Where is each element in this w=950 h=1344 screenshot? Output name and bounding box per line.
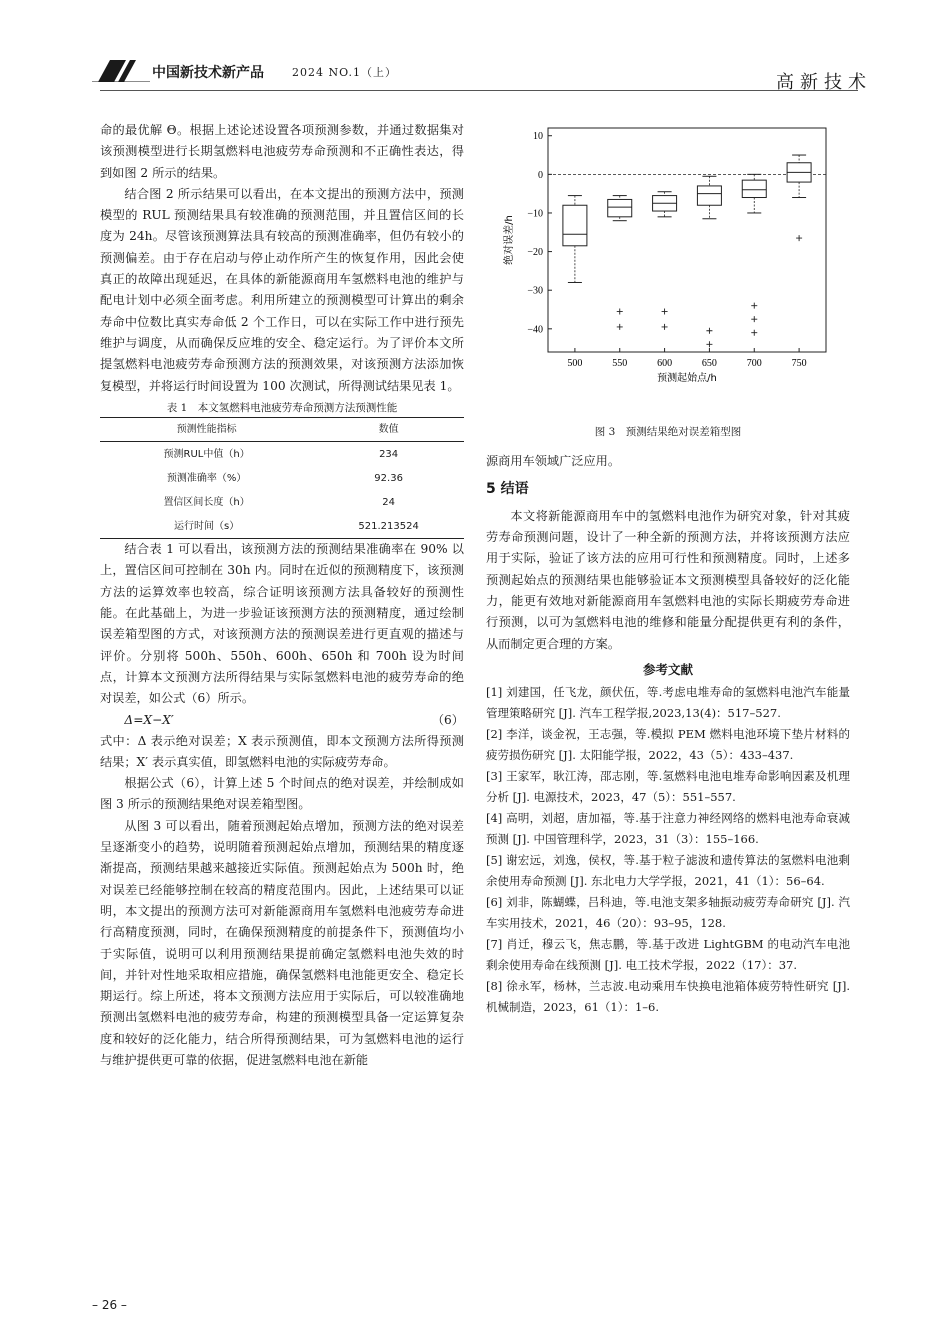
paragraph: 结合图 2 所示结果可以看出，在本文提出的预测方法中，预测模型的 RUL 预测结果具有较准确的预测范围，并且置信区间的长度为 24h。尽管该预测算法具有较高的预测准确率，但仍有较小的预测偏差。由于存在启动与停止动作所产生的恢复作用，因此会使真正的故障出现延迟，在具体的新能源商用车氢燃料电池的维护与配电计划中必须全面考虑。利用所建立的预测模型可计算出的剩余寿命中位数比真实寿命低 2 个工作日，可以在实际工作中进行预先维护与调度，从而确保反应堆的安全、稳定运行。为了评价本文所提氢燃料电池疲劳寿命预测方法的预测效果，对该预测方法添加恢复模型，并将运行时间设置为 100 次测试，所得测试结果见表 1。	[100, 186, 464, 393]
outlier-marker	[617, 308, 623, 314]
reference-item: [8] 徐永军，杨林，兰志波.电动乘用车快换电池箱体疲劳特性研究 [J]. 机械制造，2023，61（1）：1–6.	[486, 979, 850, 1015]
reference-item: [6] 刘非，陈蝴蝶，吕科迪，等.电池支架多轴振动疲劳寿命研究 [J]. 汽车实用技术，2021，46（20）：93–95，128.	[486, 895, 850, 931]
table-cell: 234	[379, 448, 399, 460]
formula-expression: Δ=X−X′	[124, 712, 174, 727]
outlier-marker	[662, 324, 668, 330]
y-tick-label: 0	[538, 169, 543, 181]
table-row	[100, 514, 464, 539]
outlier-marker	[751, 330, 757, 336]
formula-number: （6）	[431, 712, 464, 727]
paragraph: 从图 3 可以看出，随着预测起始点增加，预测方法的绝对误差呈逐渐变小的趋势，说明随着预测起始点增加，预测结果的精度逐渐提高，预测结果越来越接近实际值。预测起始点为 500h 时，绝对误差已经能够控制在较高的精度范围内。因此，上述结果可以证明，本文提出的预测方法可对新能源商用车氢燃料电池疲劳寿命进行高精度预测，同时，在确保预测精度的前提条件下，预测值均小于实际值，说明可以利用预测结果提前确定氢燃料电池失效的时间，并针对性地采取相应措施，确保氢燃料电池能更安全、稳定长期运行。综上所述，将本文预测方法应用于实际后，可以较准确地预测出氢燃料电池的疲劳寿命，构建的预测模型具备一定运算复杂度和较好的泛化能力，结合所得预测结果，可为氢燃料电池的运行与维护提供更可靠的依据，促进氢燃料电池在新能	[100, 818, 464, 1067]
page-number: – 26 –	[92, 1298, 127, 1312]
page-header	[92, 58, 872, 98]
table-header-cell: 数值	[313, 417, 464, 441]
table-cell: 521.213524	[313, 514, 464, 539]
issue-number: 2024 NO.1（上）	[292, 66, 397, 79]
outlier-marker	[617, 324, 623, 330]
table-cell: 运行时间（s）	[100, 514, 313, 539]
y-axis-label: 绝对误差/h	[504, 215, 515, 265]
outlier-marker	[706, 328, 712, 334]
right-column	[486, 120, 850, 1018]
y-tick-label: −40	[527, 324, 543, 336]
x-tick-label: 650	[701, 358, 717, 369]
outlier-marker	[662, 308, 668, 314]
figure-caption: 图 3 预测结果绝对误差箱型图	[594, 426, 742, 438]
table-cell: 置信区间长度（h）	[163, 496, 250, 508]
reference-item: [5] 谢宏远，刘逸，侯权，等.基于粒子滤波和遗传算法的氢燃料电池剩余使用寿命预测 [J]. 东北电力大学学报，2021，41（1）：56–64.	[486, 853, 850, 889]
box	[608, 199, 632, 216]
references-title: 参考文献	[642, 661, 693, 677]
table-caption: 表 1 本文氢燃料电池疲劳寿命预测方法预测性能	[166, 401, 398, 414]
table-row	[100, 442, 464, 467]
table-cell: 24	[382, 496, 395, 508]
reference-list	[486, 682, 850, 1018]
outlier-marker	[706, 341, 712, 347]
paragraph: 命的最优解 Θ。根据上述论述设置各项预测参数，并通过数据集对该预测模型进行长期氢燃料电池疲劳寿命预测和不正确性表达，得到如图 2 所示的结果。	[100, 123, 464, 180]
table-cell: 预测RUL中值（h）	[163, 448, 250, 460]
journal-name: 中国新技术新产品	[152, 65, 264, 81]
reference-item: [1] 刘建国，任飞龙，颜伏伍，等.考虑电堆寿命的氢燃料电池汽车能量管理策略研究 [J]. 汽车工程学报,2023,13(4)：517–527.	[486, 685, 850, 721]
reference-item: [3] 王家军，耿江涛，邵志刚，等.氢燃料电池电堆寿命影响因素及机理分析 [J]. 电源技术，2023，47（5）：551–557.	[486, 769, 850, 805]
plot-frame	[548, 128, 826, 352]
box	[697, 186, 721, 205]
performance-table	[100, 417, 464, 539]
table-cell: 92.36	[374, 472, 403, 484]
x-axis-label: 预测起始点/h	[657, 373, 717, 382]
paragraph: 式中：Δ 表示绝对误差；X 表示预测值，即本文预测方法所得预测结果；X′ 表示真实值，即氢燃料电池的实际疲劳寿命。	[100, 733, 464, 769]
paragraph: 结合表 1 可以看出，该预测方法的预测结果准确率在 90% 以上，置信区间可控制在 30h 内。同时在近似的预测精度下，该预测方法的运算效率也较高，综合证明该预测方法具备较好的预测性能。在此基础上，为进一步验证该预测方法的预测精度，通过绘制误差箱型图的方式，对该预测方法的预测误差进行更直观的描述与评价。分别将 500h、550h、600h、650h 和 700h 设为时间点，计算本文预测方法所得结果与实际氢燃料电池的疲劳寿命的绝对误差，如公式（6）所示。	[100, 542, 464, 706]
y-tick-label: −20	[527, 247, 543, 259]
table-row	[100, 466, 464, 490]
table-cell: 预测准确率（%）	[166, 472, 247, 484]
formula-6	[100, 710, 464, 731]
x-tick-label: 750	[791, 358, 807, 369]
outlier-marker	[751, 303, 757, 309]
x-tick-label: 500	[567, 358, 583, 369]
section-title: 5 结语	[486, 480, 529, 497]
reference-item: [4] 高明，刘超，唐加福，等.基于注意力神经网络的燃料电池寿命衰减预测 [J]. 中国管理科学，2023，31（3）：155–166.	[486, 811, 850, 847]
y-tick-label: 10	[533, 131, 543, 143]
paragraph: 源商用车领域广泛应用。	[486, 454, 621, 469]
reference-item: [2] 李洋，谈金祝，王志强，等.模拟 PEM 燃料电池环境下垫片材料的疲劳损伤研究 [J]. 太阳能学报，2022，43（5）：433–437.	[486, 727, 850, 763]
outlier-marker	[796, 235, 802, 241]
table-header-row	[100, 417, 464, 441]
x-tick-label: 600	[657, 358, 673, 369]
box-plot-chart	[486, 120, 850, 382]
outlier-marker	[751, 316, 757, 322]
paragraph: 根据公式（6），计算上述 5 个时间点的绝对误差，并绘制成如图 3 所示的预测结果绝对误差箱型图。	[100, 776, 464, 812]
y-tick-label: −30	[527, 285, 543, 297]
box	[563, 205, 587, 246]
section-name: 高新技术	[776, 72, 872, 93]
y-tick-label: −10	[527, 208, 543, 220]
header-rule	[100, 90, 858, 91]
paragraph: 本文将新能源商用车中的氢燃料电池作为研究对象，针对其疲劳寿命预测问题，设计了一种全新的预测方法，并将该预测方法应用于实际，验证了该方法的应用可行性和预测精度。同时，上述多预测起始点的预测结果也能够验证本文预测模型具备较好的泛化能力，能更有效地对新能源商用车氢燃料电池的实际长期疲劳寿命进行预测，以可为氢燃料电池的维修和能量分配提供更有利的条件，从而制定更合理的方案。	[486, 508, 850, 651]
table-header-cell: 预测性能指标	[100, 417, 313, 441]
figure-3	[486, 120, 850, 420]
journal-logo-bars-icon	[92, 60, 152, 82]
x-tick-label: 550	[612, 358, 628, 369]
reference-item: [7] 肖迁，穆云飞，焦志鹏，等.基于改进 LightGBM 的电动汽车电池剩余使用寿命在线预测 [J]. 电工技术学报，2022（17）：37.	[486, 937, 850, 973]
x-tick-label: 700	[746, 358, 762, 369]
box	[742, 180, 766, 197]
table-row	[100, 490, 464, 514]
left-column	[100, 120, 464, 1071]
